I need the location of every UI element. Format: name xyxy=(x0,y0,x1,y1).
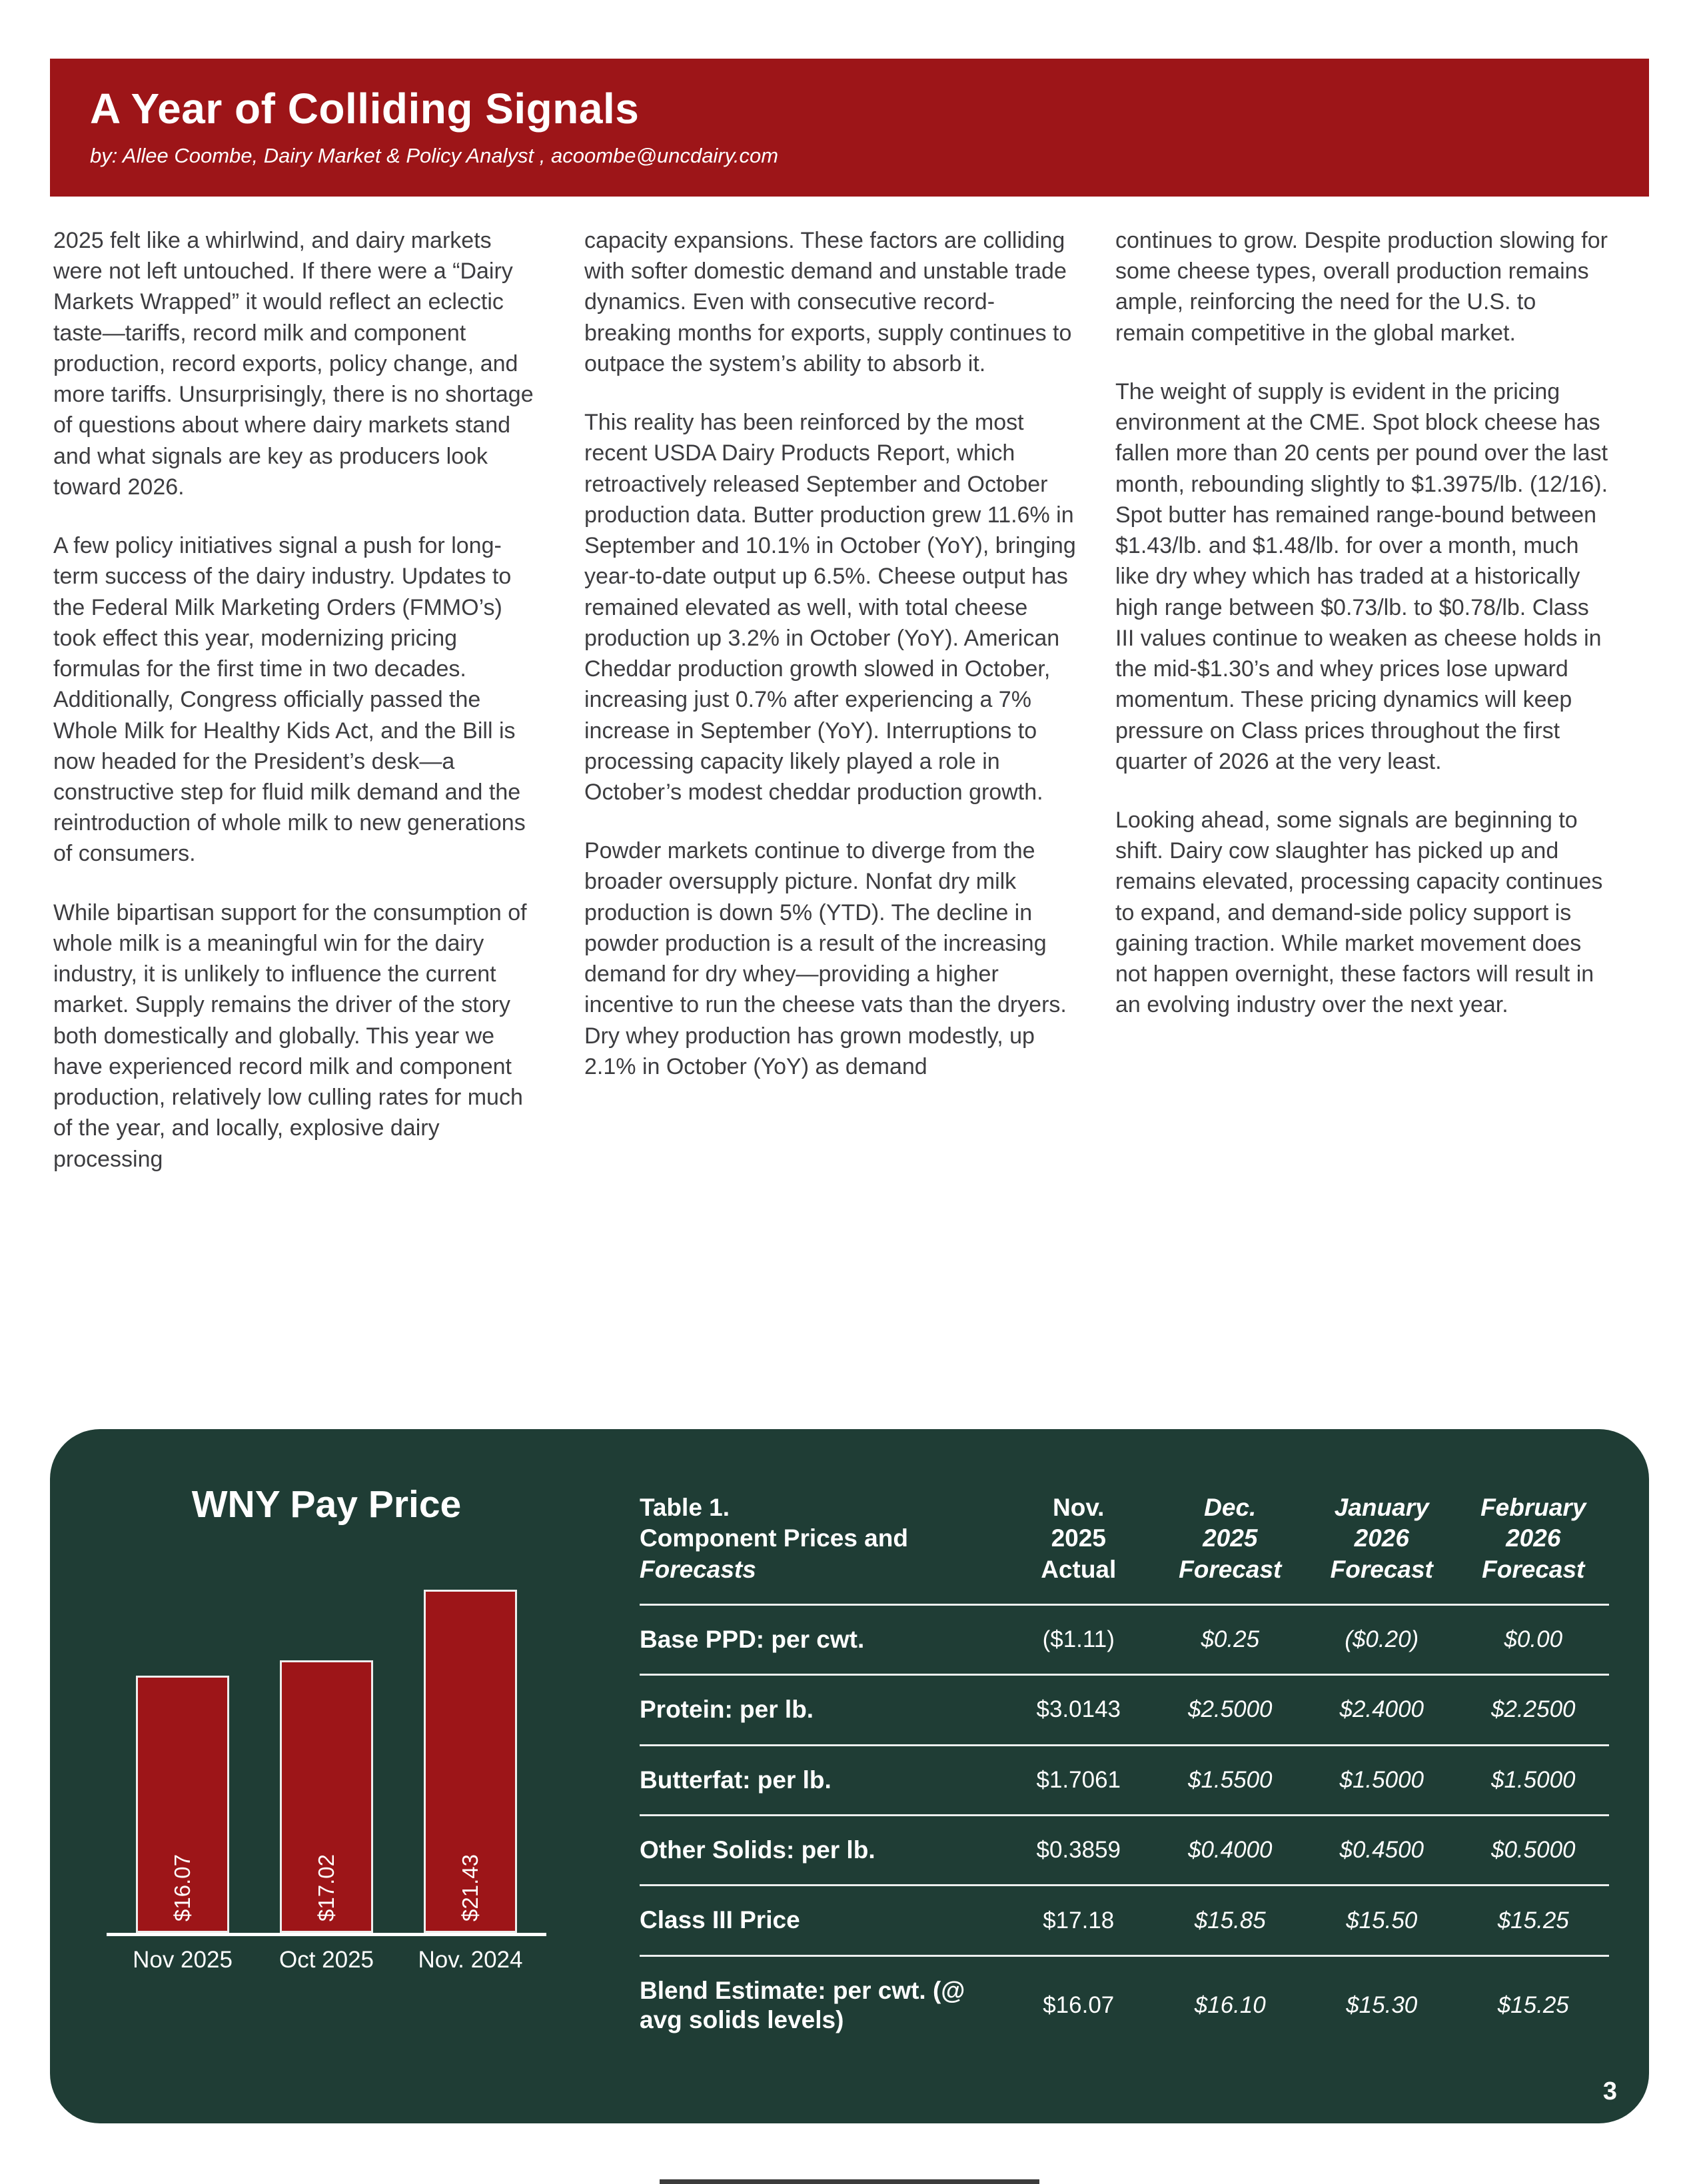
table-row xyxy=(640,1744,1609,1814)
bar xyxy=(136,1676,229,1933)
chart-x-axis-line xyxy=(107,1933,546,1936)
page-title: A Year of Colliding Signals xyxy=(90,85,640,133)
article-paragraph: A few policy initiatives signal a push for long-term success of the dairy industry. Updates to the Federal Milk Marketing Orders (FMMO’s) took effect this year, modernizing pricing formulas for the first time in two decades. Additionally, Congress officially passed the Whole Milk for Healthy Kids Act, and the Bill is now headed for the President’s desk—a constructive step for fluid milk demand and the reintroduction of whole milk to new generations of consumers. xyxy=(53,533,526,867)
table-row-label: Base PPD: per cwt. xyxy=(640,1625,865,1653)
article-paragraph: While bipartisan support for the consumption of whole milk is a meaningful win for the dairy industry, it is unlikely to influence the current market. Supply remains the driver of the story both domestically and globally. This year we have experienced record milk and component production, relatively low culling rates for much of the year, and locally, explosive dairy processing xyxy=(53,899,527,1172)
article-paragraph: 2025 felt like a whirlwind, and dairy markets were not left untouched. If there were a “Dairy Markets Wrapped” it would reflect an eclectic taste—tariffs, record milk and component production, record exports, policy change, and more tariffs. Unsurprisingly, there is no shortage of questions about where dairy markets stand and what signals are key as producers look toward 2026. xyxy=(53,228,534,500)
table-row-label: Protein: per lb. xyxy=(640,1696,814,1724)
table-cell: $0.25 xyxy=(1201,1626,1260,1652)
table-cell: $0.5000 xyxy=(1490,1837,1576,1864)
table-column-header xyxy=(1306,1492,1458,1585)
table-row xyxy=(640,1674,1609,1744)
bar-category-label: Oct 2025 xyxy=(279,1947,374,1973)
table-cell: $2.5000 xyxy=(1187,1696,1273,1723)
article-paragraph: Looking ahead, some signals are beginning to shift. Dairy cow slaughter has picked up and remains elevated, processing capacity continues to expand, and demand-side policy support is gaining traction. While market movement does not happen overnight, these factors will result in an evolving industry over the next year. xyxy=(1115,807,1603,1018)
pay-price-chart xyxy=(107,1482,546,1973)
bar-category-label: Nov. 2024 xyxy=(418,1947,523,1973)
table-title xyxy=(640,1492,1003,1585)
table-column-header xyxy=(1155,1492,1307,1585)
bar xyxy=(280,1660,373,1933)
table-row xyxy=(640,1884,1609,1954)
table-column-header-line: Dec. xyxy=(1204,1494,1257,1521)
chart-bars xyxy=(107,1590,546,1933)
bar-value-label: $21.43 xyxy=(458,1854,482,1921)
table-row-label: Blend Estimate: per cwt. (@ avg solids levels) xyxy=(640,1976,965,2034)
table-cell: $2.4000 xyxy=(1339,1696,1424,1723)
article-paragraph: Powder markets continue to diverge from the broader oversupply picture. Nonfat dry milk production is down 5% (YTD). The decline in powder production is a result of the increasing demand for dry whey—providing a higher incentive to run the cheese vats than the dryers. Dry whey production has grown modestly, up 2.1% in October (YoY) as demand xyxy=(584,838,1067,1079)
data-panel xyxy=(50,1429,1649,2123)
table-cell: ($1.11) xyxy=(1042,1626,1115,1652)
table-row-label: Butterfat: per lb. xyxy=(640,1766,832,1794)
table-column-header-line: 2025 xyxy=(1051,1524,1106,1552)
bar-group xyxy=(270,1660,383,1933)
article-column-3 xyxy=(1115,225,1608,1203)
component-prices-table xyxy=(640,1492,1609,2054)
table-cell: $15.25 xyxy=(1497,1992,1569,2019)
table-column-header xyxy=(1003,1492,1155,1585)
table-column-header xyxy=(1458,1492,1610,1585)
table-cell: $17.18 xyxy=(1043,1907,1115,1933)
table-cell: $1.5500 xyxy=(1187,1766,1273,1793)
table-row xyxy=(640,1604,1609,1674)
table-cell: ($0.20) xyxy=(1345,1626,1419,1652)
table-column-header-line: January xyxy=(1334,1494,1429,1521)
table-row-label: Other Solids: per lb. xyxy=(640,1836,875,1864)
table-row-label: Class III Price xyxy=(640,1906,800,1934)
table-column-header-line: Forecast xyxy=(1179,1555,1282,1583)
table-cell: $1.5000 xyxy=(1490,1766,1576,1793)
table-cell: $16.07 xyxy=(1043,1992,1115,2019)
table-column-header-line: Forecast xyxy=(1330,1555,1433,1583)
bar xyxy=(424,1590,517,1933)
table-row xyxy=(640,1814,1609,1884)
header-banner xyxy=(50,59,1649,197)
bar-value-label: $17.02 xyxy=(314,1854,338,1921)
table-column-header-line: Forecast xyxy=(1482,1555,1585,1583)
table-cell: $1.5000 xyxy=(1339,1766,1424,1793)
article-column-1 xyxy=(53,225,546,1203)
table-column-header-line: 2025 xyxy=(1203,1524,1258,1552)
table-cell: $0.00 xyxy=(1504,1626,1563,1652)
table-column-header-line: February xyxy=(1480,1494,1586,1521)
chart-x-labels xyxy=(107,1947,546,1973)
table-column-header-line: 2026 xyxy=(1354,1524,1409,1552)
table-cell: $0.4500 xyxy=(1339,1837,1424,1864)
table-column-header-line: Actual xyxy=(1041,1555,1117,1583)
table-row xyxy=(640,1955,1609,2055)
table-cell: $15.50 xyxy=(1346,1907,1418,1933)
article-body xyxy=(53,225,1608,1203)
table-cell: $16.10 xyxy=(1194,1992,1266,2019)
table-title-line: Table 1. xyxy=(640,1494,730,1521)
table-cell: $15.30 xyxy=(1346,1992,1418,2019)
table-cell: $1.7061 xyxy=(1036,1766,1121,1793)
article-paragraph: The weight of supply is evident in the pricing environment at the CME. Spot block cheese has fallen more than 20 cents per pound over the last month, rebounding slightly to $1.3975/lb. (12/16). Spot butter has remained range-bound between $1.43/lb. and $1.48/lb. for over a month, much like dry whey which has traded at a historically high range between $0.73/lb. to $0.78/lb. Class III values continue to weaken as cheese holds in the mid-$1.30’s and whey prices lose upward momentum. These pricing dynamics will keep pressure on Class prices throughout the first quarter of 2026 at the very least. xyxy=(1115,378,1608,774)
bar-group xyxy=(126,1676,239,1933)
article-paragraph: capacity expansions. These factors are colliding with softer domestic demand and unstable trade dynamics. Even with consecutive record-breaking months for exports, supply continues to outpace the system’s ability to absorb it. xyxy=(584,228,1072,376)
bar-value-label: $16.07 xyxy=(170,1854,195,1921)
table-cell: $0.4000 xyxy=(1187,1837,1273,1864)
page-number: 3 xyxy=(1602,2077,1617,2105)
table-cell: $3.0143 xyxy=(1036,1696,1121,1723)
table-title-line: Forecasts xyxy=(640,1555,756,1583)
article-paragraph: This reality has been reinforced by the most recent USDA Dairy Products Report, which retroactively released September and October production data. Butter production grew 11.6% in September and 10.1% in October (YoY), bringing year-to-date output up 6.5%. Cheese output has remained elevated as well, with total cheese production up 3.2% in October (YoY). American Cheddar production growth slowed in October, increasing just 0.7% after experiencing a 7% increase in September (YoY). Interruptions to processing capacity likely played a role in October’s modest cheddar production growth. xyxy=(584,410,1076,805)
byline: by: Allee Coombe, Dairy Market & Policy Analyst , acoombe@uncdairy.com xyxy=(90,144,779,167)
table-cell: $0.3859 xyxy=(1036,1837,1121,1864)
chart-title: WNY Pay Price xyxy=(191,1483,462,1526)
table-cell: $15.25 xyxy=(1497,1907,1569,1933)
table-title-line: Component Prices and xyxy=(640,1524,908,1552)
table-cell: $2.2500 xyxy=(1490,1696,1576,1723)
table-body xyxy=(640,1604,1609,2055)
article-column-2 xyxy=(584,225,1077,1203)
bar-group xyxy=(414,1590,527,1933)
bar-category-label: Nov 2025 xyxy=(133,1947,233,1973)
table-cell: $15.85 xyxy=(1194,1907,1266,1933)
table-column-header-line: Nov. xyxy=(1053,1494,1105,1521)
table-header xyxy=(640,1492,1609,1604)
article-paragraph: continues to grow. Despite production slowing for some cheese types, overall production remains ample, reinforcing the need for the U.S. to remain competitive in the global market. xyxy=(1115,228,1608,346)
next-page-edge xyxy=(660,2179,1039,2184)
table-column-header-line: 2026 xyxy=(1506,1524,1561,1552)
